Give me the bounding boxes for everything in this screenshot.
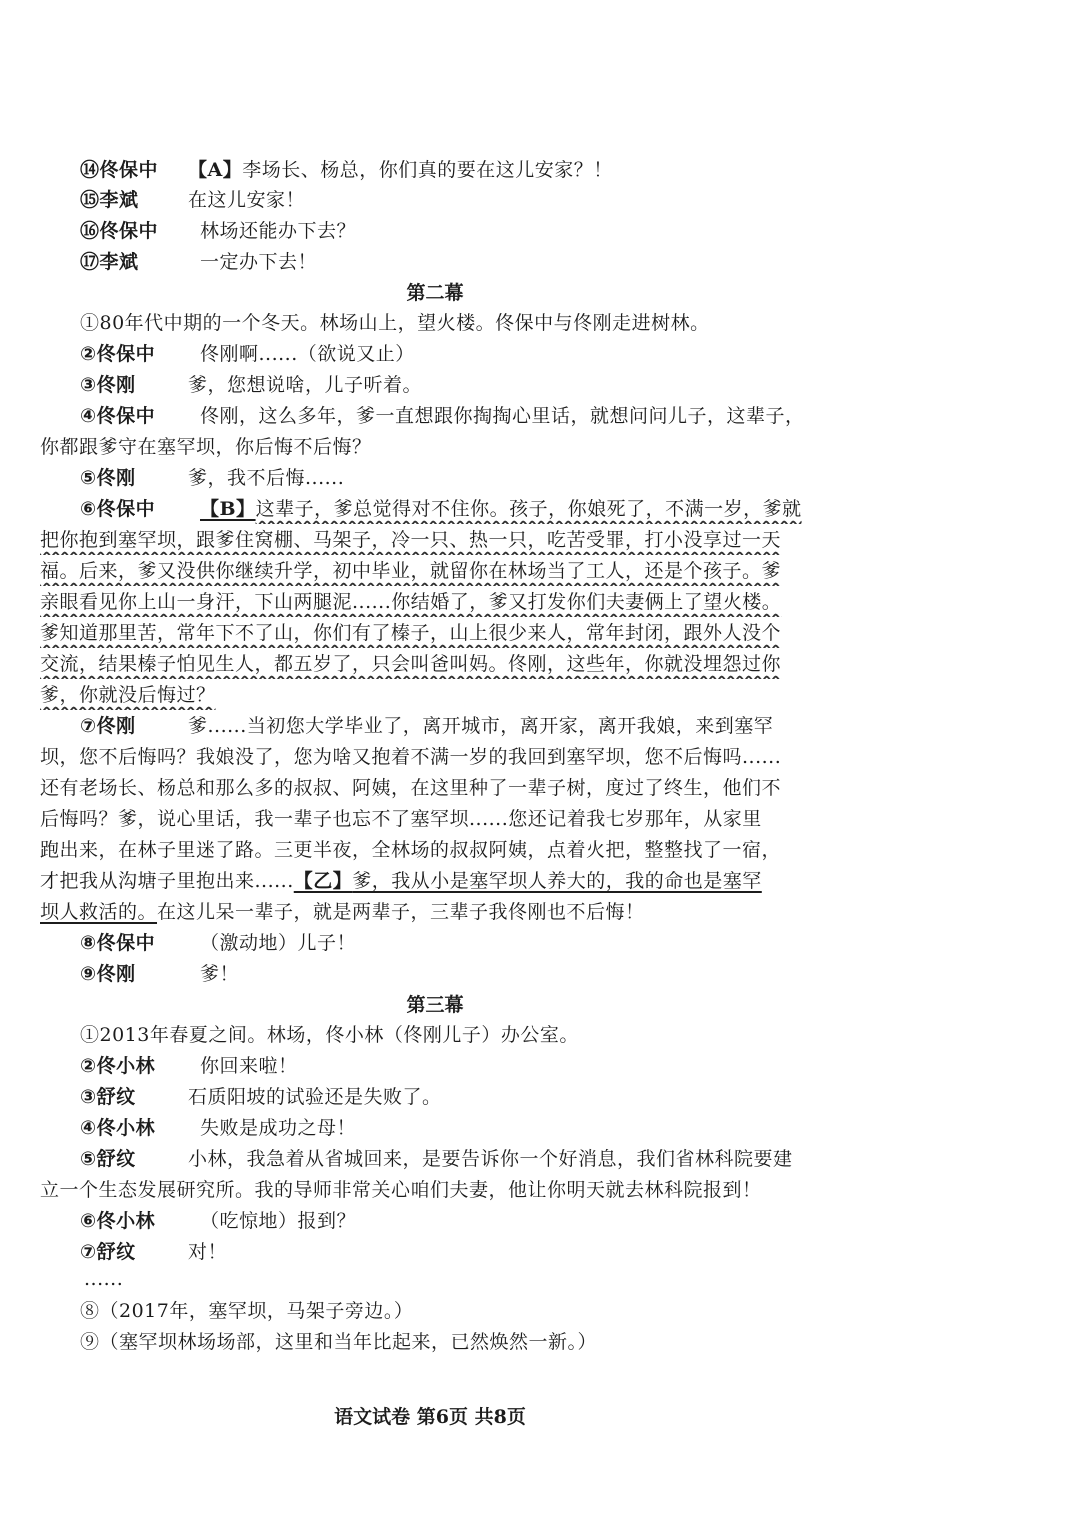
stage-direction: ①80年代中期的一个冬天。林场山上，望火楼。佟保中与佟刚走进树林。 (80, 312, 710, 334)
dialogue-line (80, 216, 880, 246)
dialogue-line (80, 463, 880, 493)
marker-yi: 【乙】 (293, 870, 353, 892)
line-text: 亲眼看见你上山一身汗，下山两腿泥......你结婚了，爹又打发你们夫妻俩上了望火楼。 (40, 591, 782, 613)
speaker: ⑥佟保中 (80, 498, 156, 520)
line-text: 失败是成功之母！ (200, 1117, 357, 1139)
act-3-title: 第三幕 (406, 994, 464, 1016)
dialogue-line (80, 339, 880, 369)
stage-direction: ⑧（2017年，塞罕坝，马架子旁边。） (80, 1300, 414, 1322)
dialogue-line (80, 247, 880, 277)
line-text: 爹！ (200, 963, 240, 985)
line-text: 爹，您想说啥，儿子听着。 (188, 374, 423, 396)
speaker: ②佟小林 (80, 1055, 156, 1077)
speaker: ⑮李斌 (80, 189, 139, 211)
speaker: ④佟保中 (80, 405, 156, 427)
speaker: ⑤佟刚 (80, 467, 136, 489)
speaker: ②佟保中 (80, 343, 156, 365)
underlined-text: 爹，我从小是塞罕坝人养大的，我的命也是塞罕 (352, 870, 762, 892)
dialogue-continuation (40, 525, 840, 555)
dialogue-continuation: 跑出来，在林子里迷了路。三更半夜，全林场的叔叔阿姨，点着火把，整整找了一宿， (40, 839, 782, 861)
dialogue-line (80, 1082, 880, 1112)
speaker: ⑧佟保中 (80, 932, 156, 954)
speaker: ⑦佟刚 (80, 715, 136, 737)
speaker: ⑭佟保中 (80, 159, 159, 181)
dialogue-line (80, 1144, 880, 1174)
speaker: ③佟刚 (80, 374, 136, 396)
stage-direction: ⑨（塞罕坝林场场部，这里和当年比起来，已然焕然一新。） (80, 1331, 598, 1353)
dialogue-line (80, 155, 880, 185)
speaker: ⑥佟小林 (80, 1210, 156, 1232)
line-text: 李场长、杨总，你们真的要在这儿安家？！ (242, 159, 613, 181)
line-text: （吃惊地）报到？ (200, 1210, 357, 1232)
dialogue-continuation (40, 866, 840, 896)
line-text: 佟刚啊......（欲说又止） (200, 343, 415, 365)
speaker: ⑤舒纹 (80, 1148, 136, 1170)
line-text: 石质阳坡的试验还是失败了。 (188, 1086, 442, 1108)
dialogue-line (80, 1206, 880, 1236)
line-text: 爹知道那里苦，常年下不了山，你们有了榛子，山上很少来人，常年封闭，跟外人没个 (40, 622, 782, 644)
speaker: ③舒纹 (80, 1086, 136, 1108)
dialogue-line (80, 401, 880, 431)
dialogue-continuation: 还有老场长、杨总和那么多的叔叔、阿姨，在这里种了一辈子树，度过了终生，他们不 (40, 777, 782, 799)
line-text: 福。后来，爹又没供你继续升学，初中毕业，就留你在林场当了工人，还是个孩子。爹 (40, 560, 782, 582)
dialogue-continuation: 你都跟爹守在塞罕坝，你后悔不后悔？ (40, 436, 372, 458)
dialogue-continuation: 坝，您不后悔吗？我娘没了，您为啥又抱着不满一岁的我回到塞罕坝，您不后悔吗...... (40, 746, 782, 768)
dialogue-line (80, 1237, 880, 1267)
underlined-text: 坝人救活的。 (40, 901, 158, 923)
line-text: 交流，结果榛子怕见生人，都五岁了，只会叫爸叫妈。佟刚，这些年，你就没埋怨过你 (40, 653, 782, 675)
dialogue-continuation (40, 556, 840, 586)
line-text: 在这儿呆一辈子，就是两辈子，三辈子我佟刚也不后悔！ (157, 901, 645, 923)
dialogue-continuation: 立一个生态发展研究所。我的导师非常关心咱们夫妻，他让你明天就去林科院报到！ (40, 1179, 762, 1201)
dialogue-continuation: 后悔吗？爹，说心里话，我一辈子也忘不了塞罕坝......您还记着我七岁那年，从家里 (40, 808, 762, 830)
dialogue-continuation (40, 649, 840, 679)
dialogue-line (80, 494, 880, 524)
dialogue-line (80, 1051, 880, 1081)
dialogue-continuation (40, 587, 840, 617)
line-text: 你回来啦！ (200, 1055, 298, 1077)
marker-b: 【B】 (200, 498, 256, 520)
line-text: 一定办下去！ (200, 251, 318, 273)
dialogue-continuation (40, 680, 840, 710)
page-footer: 语文试卷 第6页 共8页 (334, 1406, 526, 1428)
ellipsis: ...... (84, 1268, 124, 1290)
dialogue-line (80, 959, 880, 989)
dialogue-continuation (40, 897, 840, 927)
line-text: （激动地）儿子！ (200, 932, 357, 954)
speaker: ⑦舒纹 (80, 1241, 136, 1263)
line-text: 把你抱到塞罕坝，跟爹住窝棚、马架子，冷一只、热一只，吃苦受罪，打小没享过一天 (40, 529, 782, 551)
dialogue-line (80, 370, 880, 400)
dialogue-line (80, 928, 880, 958)
line-text: 才把我从沟塘子里抱出来...... (40, 870, 294, 892)
speaker: ④佟小林 (80, 1117, 156, 1139)
dialogue-line (80, 1113, 880, 1143)
line-text: 林场还能办下去？ (200, 220, 357, 242)
marker-a: 【A】 (188, 159, 243, 181)
speaker: ⑰李斌 (80, 251, 139, 273)
dialogue-continuation (40, 618, 840, 648)
stage-direction: ①2013年春夏之间。林场，佟小林（佟刚儿子）办公室。 (80, 1024, 579, 1046)
line-text: 小林，我急着从省城回来，是要告诉你一个好消息，我们省林科院要建 (188, 1148, 793, 1170)
line-text: 爹......当初您大学毕业了，离开城市，离开家，离开我娘，来到塞罕 (188, 715, 774, 737)
line-text: 爹，你就没后悔过？ (40, 684, 216, 706)
act-2-title: 第二幕 (406, 282, 464, 304)
line-text: 对！ (188, 1241, 228, 1263)
line-text: 在这儿安家！ (188, 189, 306, 211)
line-text: 爹，我不后悔...... (188, 467, 345, 489)
dialogue-line (80, 711, 880, 741)
line-text: 这辈子，爹总觉得对不住你。孩子，你娘死了，不满一岁，爹就 (255, 498, 802, 520)
dialogue-line (80, 185, 880, 215)
speaker: ⑨佟刚 (80, 963, 136, 985)
line-text: 佟刚，这么多年，爹一直想跟你掏掏心里话，就想问问儿子，这辈子， (200, 405, 805, 427)
speaker: ⑯佟保中 (80, 220, 159, 242)
